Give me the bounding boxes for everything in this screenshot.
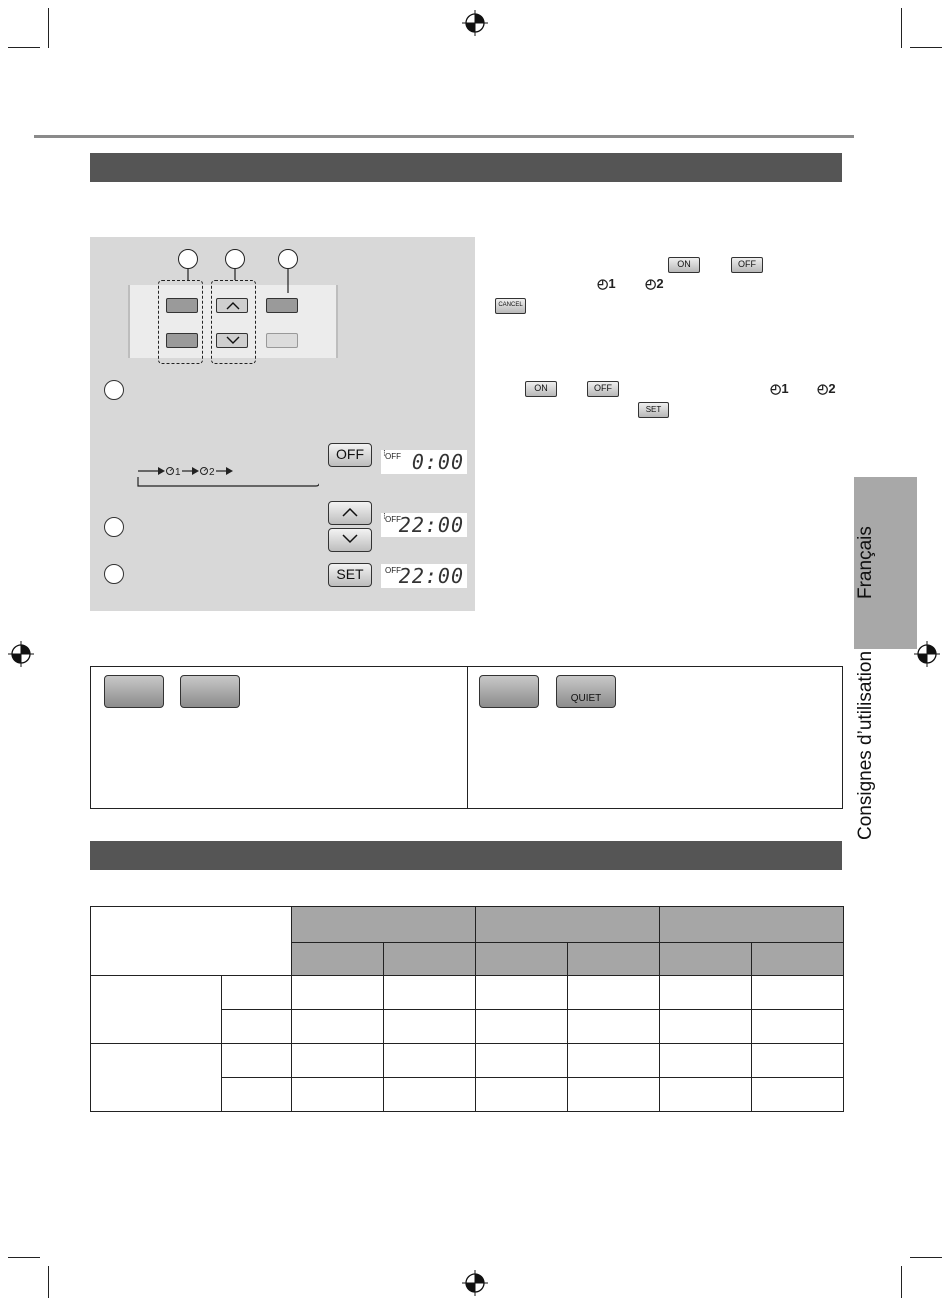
timer-display xyxy=(381,513,467,537)
chevron-down-icon xyxy=(342,534,358,544)
timer1-icon: ◴1 xyxy=(770,381,789,396)
display-time: 0:00 xyxy=(411,450,464,474)
remote-button xyxy=(266,333,298,348)
crop-mark xyxy=(8,1257,40,1258)
off-key: OFF xyxy=(328,443,372,467)
header-rule xyxy=(34,135,854,138)
callout-marker xyxy=(178,249,198,269)
down-key xyxy=(328,528,372,552)
registration-mark-icon xyxy=(462,10,488,36)
table-cell xyxy=(384,1044,476,1078)
table-cell xyxy=(568,976,660,1010)
set-key: SET xyxy=(328,563,372,587)
step-marker xyxy=(104,517,124,537)
set-key-inline: SET xyxy=(638,402,669,418)
cancel-key-inline: CANCEL xyxy=(495,298,526,314)
timer-cycle-diagram xyxy=(134,466,319,488)
registration-mark-icon xyxy=(462,1270,488,1296)
table-cell xyxy=(384,1078,476,1112)
table-cell xyxy=(384,976,476,1010)
up-key xyxy=(328,501,372,525)
crop-mark xyxy=(48,1266,49,1298)
display-tag: OFF xyxy=(385,452,401,461)
svg-text:2: 2 xyxy=(209,467,215,478)
crop-mark xyxy=(901,8,902,48)
table-cell xyxy=(752,1078,844,1112)
table-header-cell xyxy=(476,907,660,943)
table-cell xyxy=(292,976,384,1010)
table-cell xyxy=(476,1010,568,1044)
step-marker xyxy=(104,564,124,584)
section-header-bar xyxy=(90,841,842,870)
crop-mark xyxy=(910,1257,942,1258)
table-subheader-cell xyxy=(660,943,752,976)
table-cell xyxy=(292,1010,384,1044)
chevron-up-icon xyxy=(342,507,358,517)
callout-marker xyxy=(225,249,245,269)
display-time: 22:00 xyxy=(398,513,464,537)
table-cell xyxy=(660,1078,752,1112)
table-cell xyxy=(476,1044,568,1078)
section-header-bar xyxy=(90,153,842,182)
timer2-icon: ◴2 xyxy=(645,276,664,291)
table-header-cell xyxy=(292,907,476,943)
table-row-header xyxy=(91,1044,222,1112)
callout-lines xyxy=(90,237,475,317)
table-cell xyxy=(568,1044,660,1078)
table-row-header xyxy=(91,976,222,1044)
registration-mark-icon xyxy=(8,641,34,667)
blink-icon: ⁝ xyxy=(383,448,385,458)
table-cell xyxy=(660,976,752,1010)
feature-boxes xyxy=(90,666,843,809)
crop-mark xyxy=(8,47,40,48)
table-cell xyxy=(476,976,568,1010)
table-subheader-cell xyxy=(292,943,384,976)
crop-mark xyxy=(901,1266,902,1298)
off-key-inline: OFF xyxy=(587,381,619,397)
table-cell xyxy=(752,976,844,1010)
table-subheader-cell xyxy=(752,943,844,976)
table-row-subheader xyxy=(222,976,292,1010)
table-subheader-cell xyxy=(568,943,660,976)
table-subheader-cell xyxy=(384,943,476,976)
table-cell xyxy=(660,1010,752,1044)
table-header-cell xyxy=(660,907,844,943)
display-tag: OFF xyxy=(385,566,401,575)
spec-table xyxy=(90,906,844,1112)
table-cell xyxy=(384,1010,476,1044)
table-cell xyxy=(568,1078,660,1112)
callout-marker xyxy=(278,249,298,269)
crop-mark xyxy=(48,8,49,48)
timer-diagram-panel xyxy=(90,237,475,611)
table-row-subheader xyxy=(222,1044,292,1078)
table-subheader-cell xyxy=(476,943,568,976)
quiet-button: QUIET xyxy=(556,675,616,708)
on-key-inline: ON xyxy=(668,257,700,273)
crop-mark xyxy=(910,47,942,48)
timer2-icon: ◴2 xyxy=(817,381,836,396)
feature-button xyxy=(104,675,164,708)
table-corner-cell xyxy=(91,907,292,976)
language-label: Français xyxy=(855,526,876,599)
table-cell xyxy=(660,1044,752,1078)
timer1-icon: ◴1 xyxy=(597,276,616,291)
feature-button xyxy=(180,675,240,708)
table-cell xyxy=(568,1010,660,1044)
timer-display xyxy=(381,564,467,588)
section-label: Consignes d’utilisation xyxy=(855,650,876,840)
timer-display xyxy=(381,450,467,474)
table-cell xyxy=(292,1078,384,1112)
blink-icon: ⁝ xyxy=(383,511,385,521)
on-key-inline: ON xyxy=(525,381,557,397)
table-cell xyxy=(752,1044,844,1078)
table-cell xyxy=(292,1044,384,1078)
registration-mark-icon xyxy=(914,641,940,667)
step-marker xyxy=(104,380,124,400)
table-row-subheader xyxy=(222,1078,292,1112)
feature-button xyxy=(479,675,539,708)
table-row-subheader xyxy=(222,1010,292,1044)
off-key-inline: OFF xyxy=(731,257,763,273)
box-divider xyxy=(467,667,468,808)
svg-text:1: 1 xyxy=(175,467,181,478)
table-cell xyxy=(752,1010,844,1044)
display-time: 22:00 xyxy=(398,564,464,588)
table-cell xyxy=(476,1078,568,1112)
display-tag: OFF xyxy=(385,515,401,524)
